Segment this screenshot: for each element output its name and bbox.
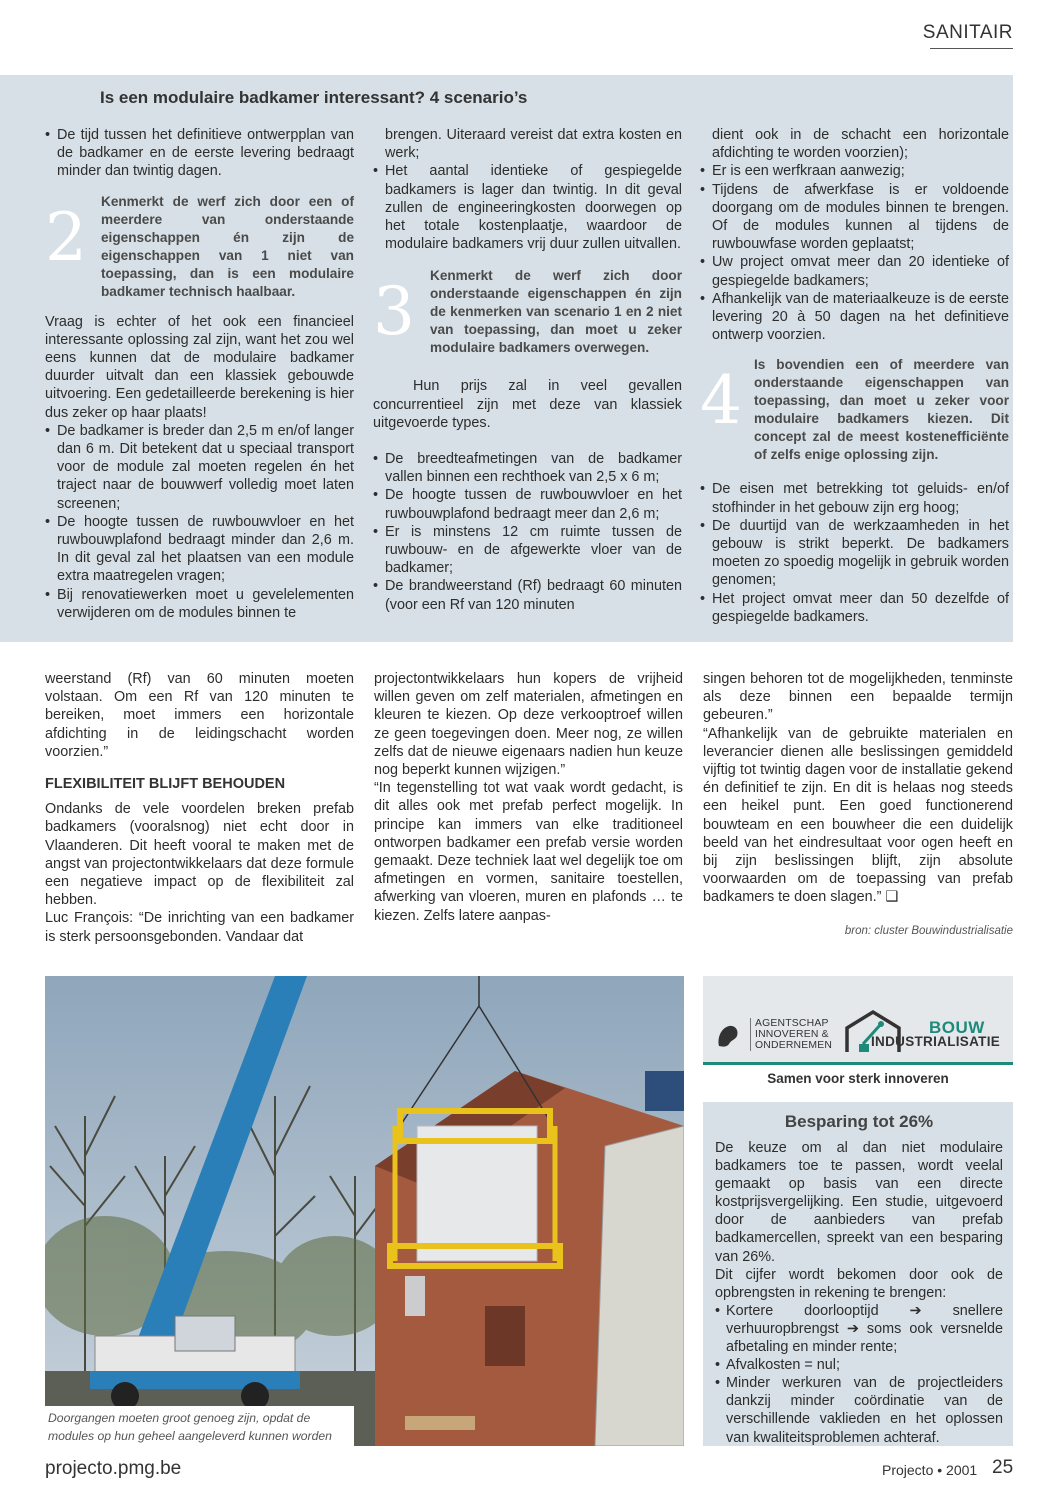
lion-icon	[713, 1020, 743, 1050]
bullet-item: • Afhankelijk van de materiaalkeuze is de eerste levering 20 à 50 dagen na het definitieve ontwerp voorzien.	[700, 290, 1009, 345]
bullet-item: • Afvalkosten = nul;	[715, 1356, 1003, 1374]
bullet-item: • Tijdens de afwerkfase is er voldoende doorgang om de modules binnen te brengen. Of de modules kunnen al tijdens de ruwbouwfase worden geplaatst;	[700, 181, 1009, 254]
bullet-item: • Het project omvat meer dan 50 dezelfde of gespiegelde badkamers.	[700, 590, 1009, 626]
page-number: 25	[992, 1457, 1014, 1478]
paragraph: singen behoren tot de mogelijkheden, tenminste als deze binnen een bepaalde termijn gebeuren.”	[703, 671, 1013, 724]
bullet-item: • De badkamer is breder dan 2,5 m en/of langer dan 6 m. Dit betekent dat u speciaal transport voor de module zal moeten regelen én het traject naar de bouwwerf volledig moet laten screenen;	[45, 422, 354, 513]
scenario-text: Is bovendien een of meerdere van onderstaande eigenschappen van toepassing, dan moet u zeker voor modulaire badkamers kiezen. Dit concept zal de meest kostenefficiënte of zelfs enige oplossing zijn.	[754, 357, 1009, 463]
sidebar-body	[715, 1139, 1003, 1447]
scenario-number: 4	[700, 362, 742, 440]
bullet-item: • Er is een werfkraan aanwezig;	[700, 162, 1009, 180]
savings-sidebar	[703, 1102, 1013, 1446]
box-column-3	[700, 126, 1009, 626]
paragraph: Luc François: “De inrichting van een badkamer is sterk persoonsgebonden. Vandaar dat	[45, 910, 354, 945]
partner-logo	[703, 976, 1013, 1096]
scenario-2	[45, 193, 354, 301]
article-column-1	[45, 670, 354, 946]
bullet-item: • De breedteafmetingen van de badkamer vallen binnen een rechthoek van 2,5 x 6 m;	[373, 450, 682, 486]
bullet-item: • De tijd tussen het definitieve ontwerpplan van de badkamer en de eerste levering bedraagt minder dan twintig dagen.	[45, 126, 354, 181]
subheading: FLEXIBILITEIT BLIJFT BEHOUDEN	[45, 776, 286, 793]
scenario-3	[373, 267, 682, 365]
paragraph: weerstand (Rf) van 60 minuten moeten volstaan. Om een Rf van 120 minuten te bereiken, moet immers een horizontale afdichting in de leidingschacht worden voorzien.”	[45, 671, 354, 760]
scenario-number: 3	[373, 273, 415, 351]
scenario-4	[700, 356, 1009, 464]
paragraph: dient ook in de schacht een horizontale afdichting te worden voorzien);	[712, 127, 1009, 162]
bullet-item: • Er is minstens 12 cm ruimte tussen de ruwbouw- en de afgewerkte vloer van de badkamer;	[373, 523, 682, 578]
paragraph: “Afhankelijk van de gebruikte materialen en leverancier dienen alle beslissingen gemiddeld vijftig tot twintig dagen voor de installatie gekend én definitief te zijn. En dit is helaas nog steeds een heikel punt. Een goed functionerend bouwteam en een bouwheer die een duidelijk beeld van het eindresultaat voor ogen heeft en bij zijn beslissingen blijft, zijn absolute voorwaarden om de toepassing van prefab badkamers te doen slagen.” ❑	[703, 725, 1013, 906]
paragraph: brengen. Uiteraard vereist dat extra kosten en werk;	[385, 127, 682, 162]
bullet-item: • Het aantal identieke of gespiegelde badkamers is lager dan twintig. In dit geval zullen de engineeringkosten doorwegen op het totale kostenplaatje, waardoor de modulaire badkamers vrij duur zullen uitvallen.	[373, 162, 682, 253]
scenario-number: 2	[45, 198, 87, 276]
pallet	[405, 1416, 475, 1430]
magazine-issue: Projecto • 2001	[882, 1462, 978, 1478]
paragraph: Vraag is echter of het ook een financieel interessante oplossing zal zijn, want het zou wel eens kunnen dat de modulaire badkamer duurder uitvalt dan een klassiek gebouwde uitvoering. Een gedetailleerde berekening is hier dus zeker op haar plaats!	[45, 313, 354, 421]
bullet-item: • Minder werkuren van de projectleiders dankzij minder coördinatie van de verschillende vaklieden en het oplossen van kwaliteitsproblemen achteraf.	[715, 1374, 1003, 1446]
source-credit: bron: cluster Bouwindustrialisatie	[844, 925, 1013, 937]
bullet-item: • De brandweerstand (Rf) bedraagt 60 minuten (voor een Rf van 120 minuten	[373, 577, 682, 613]
photo-illustration	[45, 976, 684, 1446]
bullet-item: • Bij renovatiewerken moet u gevelelementen verwijderen om de modules binnen te	[45, 586, 354, 622]
bullet-item: • Uw project omvat meer dan 20 identieke of gespiegelde badkamers;	[700, 253, 1009, 289]
section-label: SANITAIR	[922, 22, 1013, 43]
crane-photo	[45, 976, 684, 1446]
box-title: Is een modulaire badkamer interessant? 4 scenario’s	[100, 88, 528, 107]
bullet-item: • De eisen met betrekking tot geluids- en/of stofhinder in het gebouw zijn erg hoog;	[700, 480, 1009, 516]
bullet-item: • De hoogte tussen de ruwbouwvloer en het ruwbouwplafond bedraagt meer dan 2,6 m;	[373, 486, 682, 522]
logo-industrialisatie: INDUSTRIALISATIE	[871, 1034, 1001, 1049]
scenario-text: Kenmerkt de werf zich door een of meerdere van onderstaande eigenschappen én zijn de eigenschappen van 1 niet van toepassing, dan is een modulaire badkamer technisch haalbaar.	[101, 193, 354, 299]
article-column-2	[374, 670, 683, 925]
paragraph: “In tegenstelling tot wat vaak wordt gedacht, is dit alles ook met prefab perfect mogelijk. In principe kan immers van elke traditioneel ontworpen badkamer een prefab versie worden gemaakt. Deze techniek laat wel degelijk toe om afmetingen en vormen, sanitaire toestellen, afwerking van vloeren, muren en plafonds … te kiezen. Zelfs latere aanpas-	[374, 780, 683, 924]
paragraph: Hun prijs zal in veel gevallen concurrentieel zijn met deze van klassiek uitgevoerde types.	[373, 378, 682, 431]
section-rule	[930, 48, 1013, 49]
logo-agency-name: AGENTSCHAP INNOVEREN & ONDERNEMEN	[750, 1018, 840, 1051]
bullet-item: • Kortere doorlooptijd ➔ snellere verhuuropbrengst ➔ soms ook versnelde afbetaling en minder rente;	[715, 1302, 1003, 1356]
bullet-item: • De duurtijd van de werkzaamheden in het gebouw is strikt beperkt. De badkamers moeten zo spoedig mogelijk in gebruik worden genomen;	[700, 517, 1009, 590]
bullet-item: • De hoogte tussen de ruwbouwvloer en het ruwbouwplafond bedraagt minder dan 2,6 m. In dit geval zal het plaatsen van een module extra maatregelen vragen;	[45, 513, 354, 586]
sidebar-title: Besparing tot 26%	[784, 1112, 934, 1131]
paragraph: projectontwikkelaars hun kopers de vrijheid willen geven om zelf materialen, afmetingen en kleuren te kiezen. Op deze verkooptroef willen ze geen toegevingen doen. Meer nog, ze willen zelfs dat de nieuwe eigenaars nadien hun keuze nog beperkt kunnen wijzigen.”	[374, 671, 683, 779]
logo-tagline: Samen voor sterk innoveren	[767, 1071, 949, 1086]
photo-caption: Doorgangen moeten groot genoeg zijn, opdat de modules op hun geheel aangeleverd kunnen worden	[45, 1406, 354, 1446]
paragraph: De keuze om al dan niet modulaire badkamers toe te passen, wordt veelal gemaakt op basis van een directe kostprijsvergelijking. Een studie, uitgevoerd door de aanbieders van prefab badkamercellen, spreekt van een besparing van 26%.	[715, 1140, 1003, 1265]
box-column-1	[45, 126, 354, 622]
article-column-3	[703, 670, 1013, 907]
paragraph: Dit cijfer wordt bekomen door ook de opbrengsten in rekening te brengen:	[715, 1266, 1003, 1301]
paragraph: Ondanks de vele voordelen breken prefab badkamers (vooralsnog) niet echt door in Vlaanderen. Dit heeft vooral te maken met de angst van projectontwikkelaars dat deze formule een negatieve impact op de flexibiliteit zal hebben.	[45, 801, 354, 909]
logo-bouw: BOUW	[929, 1018, 985, 1037]
trailer	[595, 1126, 684, 1446]
box-column-2	[373, 126, 682, 614]
scenario-text: Kenmerkt de werf zich door onderstaande eigenschappen én zijn de kenmerken van scenario 1 en 2 niet van toepassing, dan moet u zeker modulaire badkamers overwegen.	[430, 268, 682, 356]
website-link[interactable]: projecto.pmg.be	[45, 1458, 182, 1479]
logo-accent-bar	[703, 1062, 1013, 1065]
